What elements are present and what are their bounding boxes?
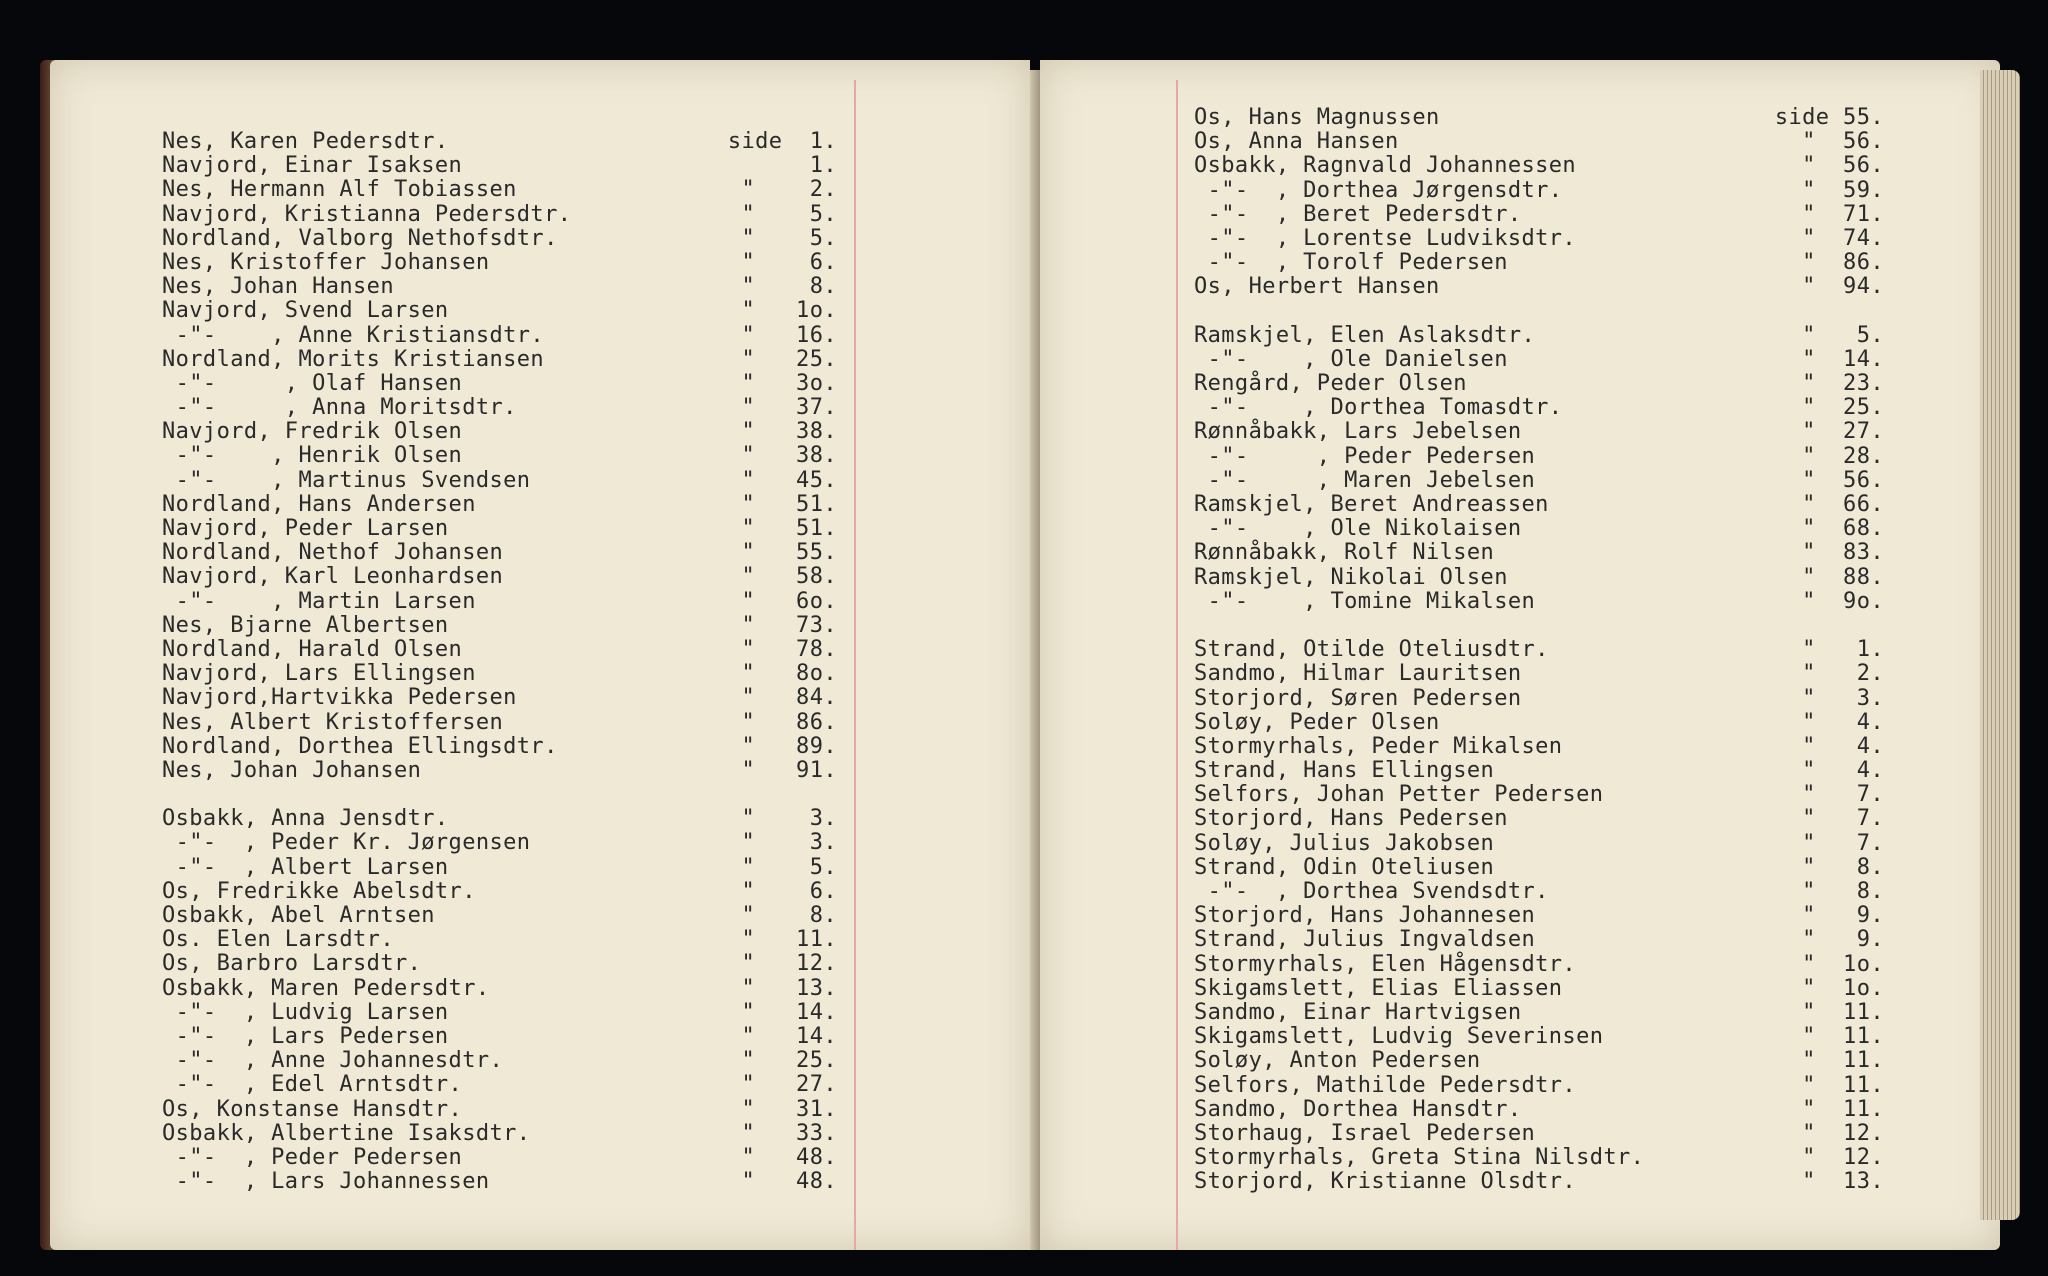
- entry-name: -"- , Ludvig Larsen: [162, 999, 449, 1025]
- entry-page-reference: " 38.: [741, 443, 837, 469]
- entry-name: Selfors, Mathilde Pedersdtr.: [1194, 1072, 1577, 1098]
- entry-page-reference: " 14.: [741, 999, 837, 1025]
- index-entry: [1194, 880, 1894, 904]
- entry-name: Soløy, Peder Olsen: [1194, 709, 1440, 735]
- entry-page-reference: " 56.: [1802, 153, 1884, 179]
- entry-name: -"- , Martin Larsen: [162, 588, 476, 614]
- entry-page-reference: " 13.: [741, 975, 837, 1001]
- entry-page-reference: " 71.: [1802, 201, 1884, 227]
- entry-page-reference: " 86.: [741, 709, 837, 735]
- index-entry: [1194, 1146, 1894, 1170]
- index-entry: [162, 444, 862, 468]
- index-gap: [162, 783, 862, 807]
- entry-page-reference: " 3o.: [741, 370, 837, 396]
- entry-page-reference: " 11.: [1802, 1072, 1884, 1098]
- entry-name: Selfors, Johan Petter Pedersen: [1194, 782, 1604, 808]
- index-entry: [1194, 928, 1894, 952]
- index-entry: [162, 831, 862, 855]
- entry-page-reference: " 12.: [1802, 1145, 1884, 1171]
- index-entry: [1194, 179, 1894, 203]
- entry-name: Osbakk, Ragnvald Johannessen: [1194, 153, 1577, 179]
- index-entry: [1194, 348, 1894, 372]
- entry-name: -"- , Lorentse Ludviksdtr.: [1194, 225, 1577, 251]
- index-entry: [1194, 154, 1894, 178]
- index-entry: [162, 275, 862, 299]
- entry-name: Osbakk, Maren Pedersdtr.: [162, 975, 490, 1001]
- entry-page-reference: " 38.: [741, 419, 837, 445]
- index-entry: [162, 178, 862, 202]
- entry-page-reference: " 58.: [741, 564, 837, 590]
- index-entry: [1194, 832, 1894, 856]
- right-name-index: [1194, 106, 1894, 1194]
- entry-name: Nes, Karen Pedersdtr.: [162, 129, 449, 154]
- index-entry: [162, 469, 862, 493]
- entry-name: -"- , Olaf Hansen: [162, 370, 463, 396]
- entry-name: Skigamslett, Elias Eliassen: [1194, 975, 1563, 1001]
- entry-page-reference: " 1.: [1802, 637, 1884, 663]
- index-entry: [162, 904, 862, 928]
- index-entry: [1194, 783, 1894, 807]
- index-entry: [162, 1001, 862, 1025]
- page-stack-edge: [1980, 70, 2020, 1220]
- right-page: [1040, 60, 2000, 1250]
- entry-page-reference: " 23.: [1802, 371, 1884, 397]
- entry-name: Nordland, Morits Kristiansen: [162, 346, 545, 372]
- entry-name: -"- , Edel Arntsdtr.: [162, 1072, 463, 1098]
- entry-page-reference: " 3.: [741, 830, 837, 856]
- entry-page-reference: " 11.: [1802, 1024, 1884, 1050]
- entry-name: -"- , Maren Jebelsen: [1194, 467, 1536, 493]
- index-entry: [162, 856, 862, 880]
- entry-page-reference: " 5.: [741, 201, 837, 227]
- entry-page-reference: " 55.: [741, 540, 837, 566]
- entry-name: Nordland, Nethof Johansen: [162, 540, 504, 566]
- entry-name: Navjord,Hartvikka Pedersen: [162, 685, 517, 711]
- entry-name: -"- , Peder Pedersen: [1194, 443, 1536, 469]
- index-entry: [1194, 807, 1894, 831]
- index-entry: [162, 372, 862, 396]
- entry-page-reference: " 14.: [741, 1023, 837, 1049]
- index-entry: [1194, 445, 1894, 469]
- index-entry: [1194, 590, 1894, 614]
- entry-page-reference: " 88.: [1802, 564, 1884, 590]
- entry-name: -"- , Anne Kristiansdtr.: [162, 322, 545, 348]
- entry-page-reference: " 66.: [1802, 492, 1884, 517]
- index-entry: [1194, 227, 1894, 251]
- entry-page-reference: " 4.: [1802, 758, 1884, 784]
- entry-name: Skigamslett, Ludvig Severinsen: [1194, 1024, 1604, 1050]
- entry-page-reference: " 7.: [1802, 806, 1884, 832]
- left-name-index: [162, 130, 862, 1194]
- entry-page-reference: " 16.: [741, 322, 837, 348]
- entry-page-reference: " 9.: [1802, 927, 1884, 953]
- entry-name: Stormyrhals, Elen Hågensdtr.: [1194, 951, 1577, 977]
- index-entry: [1194, 977, 1894, 1001]
- entry-page-reference: " 8o.: [741, 661, 837, 687]
- index-entry: [162, 348, 862, 372]
- entry-name: Storjord, Hans Pedersen: [1194, 806, 1508, 832]
- entry-page-reference: " 89.: [741, 733, 837, 759]
- entry-name: Storjord, Hans Johannesen: [1194, 903, 1536, 929]
- entry-page-reference: side 1.: [727, 129, 837, 154]
- entry-page-reference: " 56.: [1802, 129, 1884, 155]
- entry-name: Stormyrhals, Peder Mikalsen: [1194, 733, 1563, 759]
- entry-name: Os, Barbro Larsdtr.: [162, 951, 422, 977]
- entry-page-reference: " 31.: [741, 1096, 837, 1122]
- entry-page-reference: " 1o.: [741, 298, 837, 324]
- entry-name: Rønnåbakk, Rolf Nilsen: [1194, 540, 1495, 566]
- entry-name: Soløy, Julius Jakobsen: [1194, 830, 1495, 856]
- entry-name: -"- , Albert Larsen: [162, 854, 449, 880]
- index-entry: [1194, 566, 1894, 590]
- index-entry: [1194, 953, 1894, 977]
- entry-page-reference: " 14.: [1802, 346, 1884, 372]
- entry-name: -"- , Peder Pedersen: [162, 1144, 463, 1170]
- entry-name: Nes, Johan Hansen: [162, 274, 394, 300]
- entry-name: Os, Hans Magnussen: [1194, 105, 1440, 130]
- entry-name: -"- , Henrik Olsen: [162, 443, 463, 469]
- entry-name: Strand, Julius Ingvaldsen: [1194, 927, 1536, 953]
- entry-page-reference: " 7.: [1802, 782, 1884, 808]
- entry-page-reference: " 9o.: [1802, 588, 1884, 614]
- entry-name: -"- , Peder Kr. Jørgensen: [162, 830, 531, 856]
- left-page: [50, 60, 1030, 1250]
- entry-page-reference: " 91.: [741, 757, 837, 783]
- index-entry: [1194, 1074, 1894, 1098]
- entry-page-reference: " 56.: [1802, 467, 1884, 493]
- entry-name: Os, Konstanse Hansdtr.: [162, 1096, 463, 1122]
- entry-name: Osbakk, Anna Jensdtr.: [162, 806, 449, 832]
- entry-page-reference: " 27.: [1802, 419, 1884, 445]
- index-entry: [1194, 275, 1894, 299]
- entry-page-reference: " 8.: [741, 903, 837, 928]
- index-entry: [1194, 396, 1894, 420]
- entry-page-reference: " 6o.: [741, 588, 837, 614]
- entry-name: Sandmo, Einar Hartvigsen: [1194, 999, 1522, 1025]
- entry-page-reference: " 8.: [1802, 854, 1884, 880]
- entry-page-reference: " 5.: [1802, 322, 1884, 348]
- index-entry: [1194, 759, 1894, 783]
- index-entry: [162, 686, 862, 710]
- entry-name: Os, Herbert Hansen: [1194, 274, 1440, 300]
- index-entry: [162, 1122, 862, 1146]
- entry-page-reference: " 48.: [741, 1169, 837, 1195]
- entry-name: Navjord, Fredrik Olsen: [162, 419, 463, 445]
- entry-name: Navjord, Karl Leonhardsen: [162, 564, 504, 590]
- entry-name: Navjord, Kristianna Pedersdtr.: [162, 201, 572, 227]
- entry-page-reference: " 9.: [1802, 903, 1884, 929]
- index-entry: [162, 227, 862, 251]
- index-entry: [162, 1025, 862, 1049]
- entry-name: Navjord, Einar Isaksen: [162, 153, 463, 179]
- index-entry: [162, 1170, 862, 1194]
- entry-page-reference: " 25.: [1802, 395, 1884, 421]
- entry-name: -"- , Ole Danielsen: [1194, 346, 1508, 372]
- index-entry: [1194, 1098, 1894, 1122]
- entry-name: -"- , Anne Johannesdtr.: [162, 1048, 504, 1074]
- entry-page-reference: " 27.: [741, 1072, 837, 1098]
- index-entry: [162, 759, 862, 783]
- entry-name: Strand, Otilde Oteliusdtr.: [1194, 637, 1549, 663]
- entry-name: Navjord, Svend Larsen: [162, 298, 449, 324]
- entry-name: Osbakk, Albertine Isaksdtr.: [162, 1120, 531, 1146]
- entry-name: Nordland, Harald Olsen: [162, 636, 463, 662]
- index-gap: [1194, 300, 1894, 324]
- entry-name: Soløy, Anton Pedersen: [1194, 1048, 1481, 1074]
- entry-name: Storjord, Søren Pedersen: [1194, 685, 1522, 711]
- index-entry: [162, 928, 862, 952]
- entry-page-reference: " 25.: [741, 1048, 837, 1074]
- index-entry: [1194, 372, 1894, 396]
- index-entry: [162, 1073, 862, 1097]
- entry-page-reference: " 51.: [741, 516, 837, 541]
- entry-name: Storhaug, Israel Pedersen: [1194, 1120, 1536, 1146]
- entry-page-reference: " 1o.: [1802, 951, 1884, 977]
- entry-page-reference: " 2.: [1802, 661, 1884, 687]
- entry-page-reference: " 7.: [1802, 830, 1884, 856]
- index-entry: [1194, 517, 1894, 541]
- index-entry: [162, 735, 862, 759]
- entry-page-reference: side 55.: [1774, 105, 1884, 130]
- entry-page-reference: " 45.: [741, 467, 837, 493]
- index-entry: [162, 396, 862, 420]
- entry-name: -"- , Lars Johannessen: [162, 1169, 490, 1195]
- index-entry: [162, 952, 862, 976]
- entry-name: Nordland, Valborg Nethofsdtr.: [162, 225, 558, 251]
- entry-name: -"- , Lars Pedersen: [162, 1023, 449, 1049]
- entry-page-reference: " 74.: [1802, 225, 1884, 251]
- entry-name: -"- , Beret Pedersdtr.: [1194, 201, 1522, 227]
- entry-page-reference: " 2.: [741, 177, 837, 203]
- entry-page-reference: " 59.: [1802, 177, 1884, 203]
- index-entry: [1194, 106, 1894, 130]
- index-entry: [162, 662, 862, 686]
- index-entry: [162, 541, 862, 565]
- entry-name: Navjord, Peder Larsen: [162, 516, 449, 541]
- entry-page-reference: " 84.: [741, 685, 837, 711]
- index-entry: [1194, 1170, 1894, 1194]
- index-entry: [1194, 638, 1894, 662]
- index-entry: [162, 1098, 862, 1122]
- entry-page-reference: " 51.: [741, 491, 837, 517]
- entry-page-reference: " 4.: [1802, 709, 1884, 735]
- index-entry: [162, 977, 862, 1001]
- entry-name: Strand, Odin Oteliusen: [1194, 854, 1495, 880]
- index-entry: [1194, 251, 1894, 275]
- entry-name: Stormyrhals, Greta Stina Nilsdtr.: [1194, 1145, 1645, 1171]
- index-entry: [1194, 1025, 1894, 1049]
- margin-line: [1176, 80, 1178, 1250]
- entry-page-reference: " 86.: [1802, 250, 1884, 276]
- index-entry: [162, 251, 862, 275]
- index-entry: [1194, 904, 1894, 928]
- index-entry: [162, 880, 862, 904]
- entry-name: Sandmo, Dorthea Hansdtr.: [1194, 1096, 1522, 1122]
- index-entry: [162, 324, 862, 348]
- index-entry: [1194, 687, 1894, 711]
- entry-name: Rønnåbakk, Lars Jebelsen: [1194, 419, 1522, 445]
- index-entry: [162, 638, 862, 662]
- index-entry: [162, 203, 862, 227]
- entry-page-reference: " 25.: [741, 346, 837, 372]
- entry-page-reference: " 6.: [741, 249, 837, 275]
- entry-name: Os, Anna Hansen: [1194, 129, 1399, 155]
- entry-page-reference: " 13.: [1802, 1169, 1884, 1195]
- entry-page-reference: " 68.: [1802, 516, 1884, 542]
- index-entry: [162, 130, 862, 154]
- entry-name: Navjord, Lars Ellingsen: [162, 661, 476, 687]
- entry-name: Storjord, Kristianne Olsdtr.: [1194, 1169, 1577, 1195]
- entry-name: -"- , Dorthea Jørgensdtr.: [1194, 177, 1563, 203]
- entry-name: Nordland, Dorthea Ellingsdtr.: [162, 733, 558, 759]
- entry-page-reference: 1.: [809, 153, 837, 179]
- index-entry: [1194, 493, 1894, 517]
- entry-name: -"- , Ole Nikolaisen: [1194, 516, 1522, 542]
- entry-page-reference: " 33.: [741, 1120, 837, 1146]
- entry-page-reference: " 8.: [741, 274, 837, 300]
- entry-page-reference: " 94.: [1802, 274, 1884, 300]
- index-gap: [1194, 614, 1894, 638]
- entry-page-reference: " 48.: [741, 1144, 837, 1170]
- index-entry: [162, 154, 862, 178]
- index-entry: [1194, 324, 1894, 348]
- index-entry: [162, 1049, 862, 1073]
- entry-name: Nes, Bjarne Albertsen: [162, 612, 449, 638]
- entry-page-reference: " 4.: [1802, 733, 1884, 759]
- index-entry: [1194, 1049, 1894, 1073]
- entry-page-reference: " 11.: [1802, 1048, 1884, 1074]
- entry-name: Nes, Kristoffer Johansen: [162, 249, 490, 275]
- entry-page-reference: " 3.: [741, 806, 837, 832]
- index-entry: [1194, 856, 1894, 880]
- entry-name: Sandmo, Hilmar Lauritsen: [1194, 661, 1522, 687]
- index-entry: [1194, 1001, 1894, 1025]
- entry-name: Strand, Hans Ellingsen: [1194, 758, 1495, 784]
- index-entry: [162, 711, 862, 735]
- entry-page-reference: " 11.: [1802, 1096, 1884, 1122]
- entry-name: Nes, Albert Kristoffersen: [162, 709, 504, 735]
- entry-name: Nes, Hermann Alf Tobiassen: [162, 177, 517, 203]
- open-ledger-book: [40, 40, 2020, 1250]
- entry-page-reference: " 8.: [1802, 879, 1884, 904]
- entry-page-reference: " 73.: [741, 612, 837, 638]
- entry-page-reference: " 3.: [1802, 685, 1884, 711]
- entry-name: Ramskjel, Elen Aslaksdtr.: [1194, 322, 1536, 348]
- index-entry: [162, 420, 862, 444]
- entry-page-reference: " 5.: [741, 854, 837, 880]
- entry-page-reference: " 37.: [741, 395, 837, 421]
- entry-name: -"- , Dorthea Tomasdtr.: [1194, 395, 1563, 421]
- index-entry: [162, 614, 862, 638]
- entry-page-reference: " 83.: [1802, 540, 1884, 566]
- index-entry: [1194, 711, 1894, 735]
- index-entry: [162, 807, 862, 831]
- entry-page-reference: " 12.: [741, 951, 837, 977]
- entry-name: -"- , Anna Moritsdtr.: [162, 395, 517, 421]
- index-entry: [162, 590, 862, 614]
- entry-name: Ramskjel, Nikolai Olsen: [1194, 564, 1508, 590]
- index-entry: [1194, 469, 1894, 493]
- index-entry: [1194, 541, 1894, 565]
- entry-page-reference: " 78.: [741, 636, 837, 662]
- entry-name: Osbakk, Abel Arntsen: [162, 903, 435, 928]
- entry-page-reference: " 11.: [1802, 999, 1884, 1025]
- entry-name: -"- , Martinus Svendsen: [162, 467, 531, 493]
- index-entry: [1194, 130, 1894, 154]
- index-entry: [1194, 203, 1894, 227]
- index-entry: [162, 299, 862, 323]
- entry-page-reference: " 5.: [741, 225, 837, 251]
- entry-page-reference: " 1o.: [1802, 975, 1884, 1001]
- index-entry: [1194, 420, 1894, 444]
- entry-page-reference: " 12.: [1802, 1120, 1884, 1146]
- index-entry: [1194, 1122, 1894, 1146]
- index-entry: [1194, 735, 1894, 759]
- index-entry: [162, 517, 862, 541]
- entry-name: Nordland, Hans Andersen: [162, 491, 476, 517]
- entry-name: -"- , Tomine Mikalsen: [1194, 588, 1536, 614]
- entry-name: -"- , Torolf Pedersen: [1194, 250, 1508, 276]
- entry-page-reference: " 6.: [741, 878, 837, 904]
- entry-name: Nes, Johan Johansen: [162, 757, 422, 783]
- entry-name: -"- , Dorthea Svendsdtr.: [1194, 879, 1549, 904]
- index-entry: [162, 565, 862, 589]
- entry-name: Rengård, Peder Olsen: [1194, 371, 1467, 397]
- entry-page-reference: " 11.: [741, 927, 837, 953]
- entry-name: Os. Elen Larsdtr.: [162, 927, 394, 953]
- entry-name: Ramskjel, Beret Andreassen: [1194, 492, 1549, 517]
- index-entry: [162, 1146, 862, 1170]
- index-entry: [162, 493, 862, 517]
- entry-name: Os, Fredrikke Abelsdtr.: [162, 878, 476, 904]
- index-entry: [1194, 662, 1894, 686]
- entry-page-reference: " 28.: [1802, 443, 1884, 469]
